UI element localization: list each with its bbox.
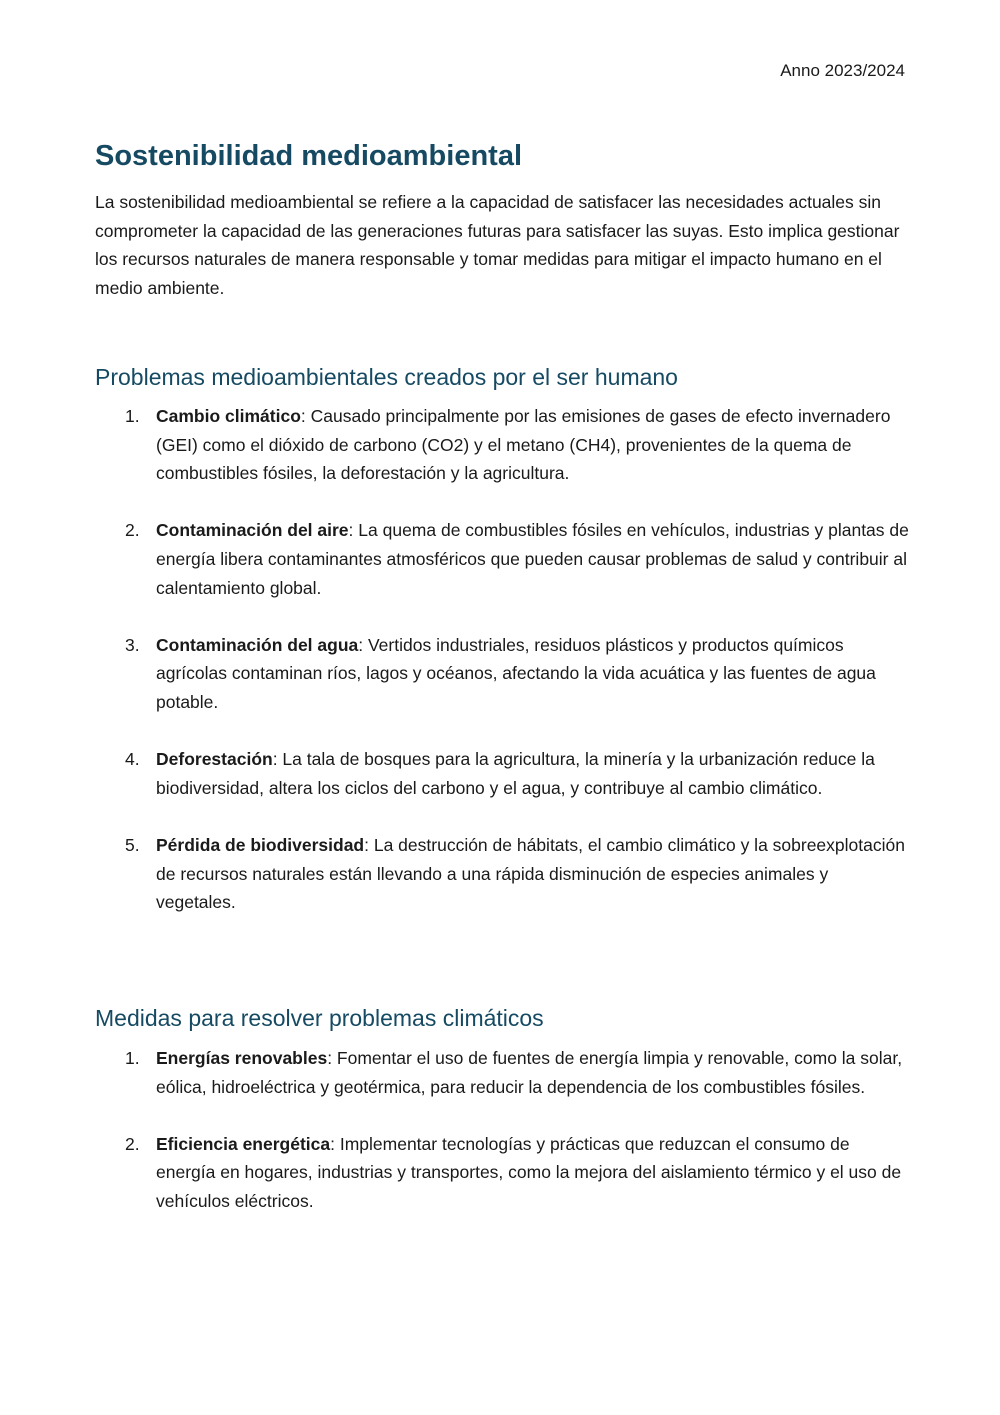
list-item-number: 2. — [125, 1133, 140, 1154]
measure-item-energy-efficiency — [95, 1130, 910, 1216]
problems-list — [95, 402, 910, 917]
problem-item-deforestation — [95, 745, 910, 802]
measures-list — [95, 1044, 910, 1216]
list-item-text: : Implementar tecnologías y prácticas que reduzcan el consumo de energía en hogares, industrias y transportes, como la mejora del aislamiento térmico y el uso de vehículos eléctricos. — [156, 1133, 902, 1211]
list-item-text: : Causado principalmente por las emisiones de gases de efecto invernadero (GEI) como el dióxido de carbono (CO2) y el metano (CH4), provenientes de la quema de combustibles fósiles, la deforestación y la agricultura. — [156, 406, 891, 484]
intro-paragraph: La sostenibilidad medioambiental se refiere a la capacidad de satisfacer las necesidades actuales sin comprometer la capacidad de las generaciones futuras para satisfacer las suyas. Esto implica gestionar los recursos naturales de manera responsable y tomar medidas para mitigar el impacto humano en el medio ambiente. — [95, 192, 900, 298]
problem-item-biodiversity-loss — [95, 831, 910, 917]
problems-heading: Problemas medioambientales creados por el ser humano — [95, 364, 678, 390]
list-item-term: Cambio climático — [156, 406, 301, 426]
list-item-text: : La tala de bosques para la agricultura, la minería y la urbanización reduce la biodiversidad, altera los ciclos del carbono y el agua, y contribuye al cambio climático. — [156, 749, 875, 798]
page-title: Sostenibilidad medioambiental — [95, 140, 523, 172]
list-item-number: 1. — [125, 1048, 140, 1068]
measures-heading: Medidas para resolver problemas climáticos — [95, 1005, 544, 1031]
list-item-text: : La destrucción de hábitats, el cambio climático y la sobreexplotación de recursos naturales están llevando a una rápida disminución de especies animales y vegetales. — [156, 834, 905, 913]
list-item-text: : Vertidos industriales, residuos plásticos y productos químicos agrícolas contaminan ríos, lagos y océanos, afectando la vida acuática y las fuentes de agua potable. — [156, 634, 876, 712]
list-item-term: Energías renovables — [156, 1048, 328, 1068]
list-item-number: 1. — [125, 406, 140, 426]
problem-item-climate-change — [95, 402, 910, 488]
list-item-term: Contaminación del aire — [156, 520, 349, 541]
problem-item-water-pollution — [95, 631, 910, 717]
list-item-text: : La quema de combustibles fósiles en vehículos, industrias y plantas de energía libera contaminantes atmosféricos que pueden causar problemas de salud y contribuir al calentamiento global. — [156, 520, 909, 598]
problem-item-air-pollution — [95, 516, 910, 602]
list-item-term: Eficiencia energética — [156, 1133, 331, 1154]
list-item-number: 5. — [125, 834, 140, 855]
header-year: Anno 2023/2024 — [780, 61, 905, 80]
list-item-number: 4. — [125, 749, 140, 770]
list-item-number: 3. — [125, 634, 140, 655]
list-item-number: 2. — [125, 520, 140, 541]
list-item-term: Deforestación — [156, 749, 273, 770]
list-item-term: Contaminación del agua — [156, 634, 359, 655]
list-item-text: : Fomentar el uso de fuentes de energía limpia y renovable, como la solar, eólica, hidroeléctrica y geotérmica, para reducir la dependencia de los combustibles fósiles. — [156, 1048, 903, 1097]
measure-item-renewable-energy — [95, 1044, 910, 1101]
list-item-term: Pérdida de biodiversidad — [156, 834, 365, 855]
